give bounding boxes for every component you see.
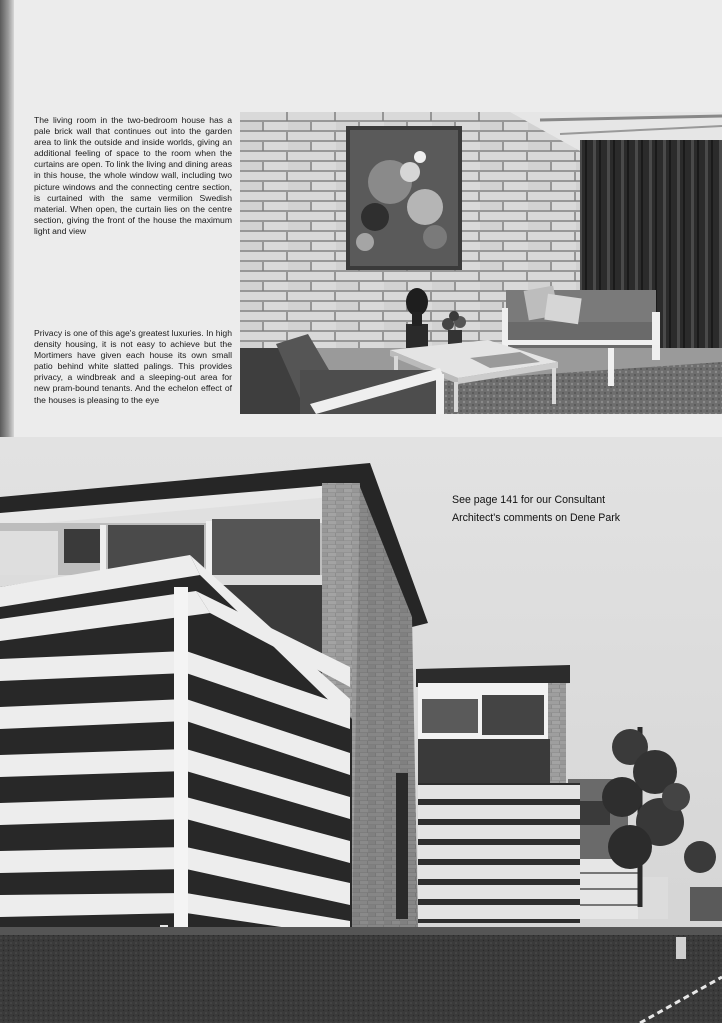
living-room-photo (240, 112, 722, 414)
consultant-note-line-2: Architect's comments on Dene Park (452, 512, 621, 524)
privacy-caption: Privacy is one of this age's greatest luxuries. In high density housing, it is not easy to achieve but the Mortimers have given each house its own small patio behind white slatted palings. This provides privacy, a windbreak and a sleeping-out area for new pram-bound tenants. And the echelon effect of the houses is pleasing to the eye (34, 328, 232, 405)
consultant-note-line-1: See page 141 for our Consultant (452, 494, 606, 506)
consultant-note (452, 491, 714, 527)
living-room-caption: The living room in the two-bedroom house has a pale brick wall that continues out into the garden area to link the outside and inside worlds, giving an additional feeling of space to the room when the curtains are open. To link the living and dining areas in this house, the whole window wall, including two picture windows and the connecting centre section, is curtained with the same vermilion Swedish material. When open, the curtain lies on the centre section, giving the front of the house the maximum light and view (34, 115, 232, 236)
living-room-illustration (240, 112, 722, 414)
